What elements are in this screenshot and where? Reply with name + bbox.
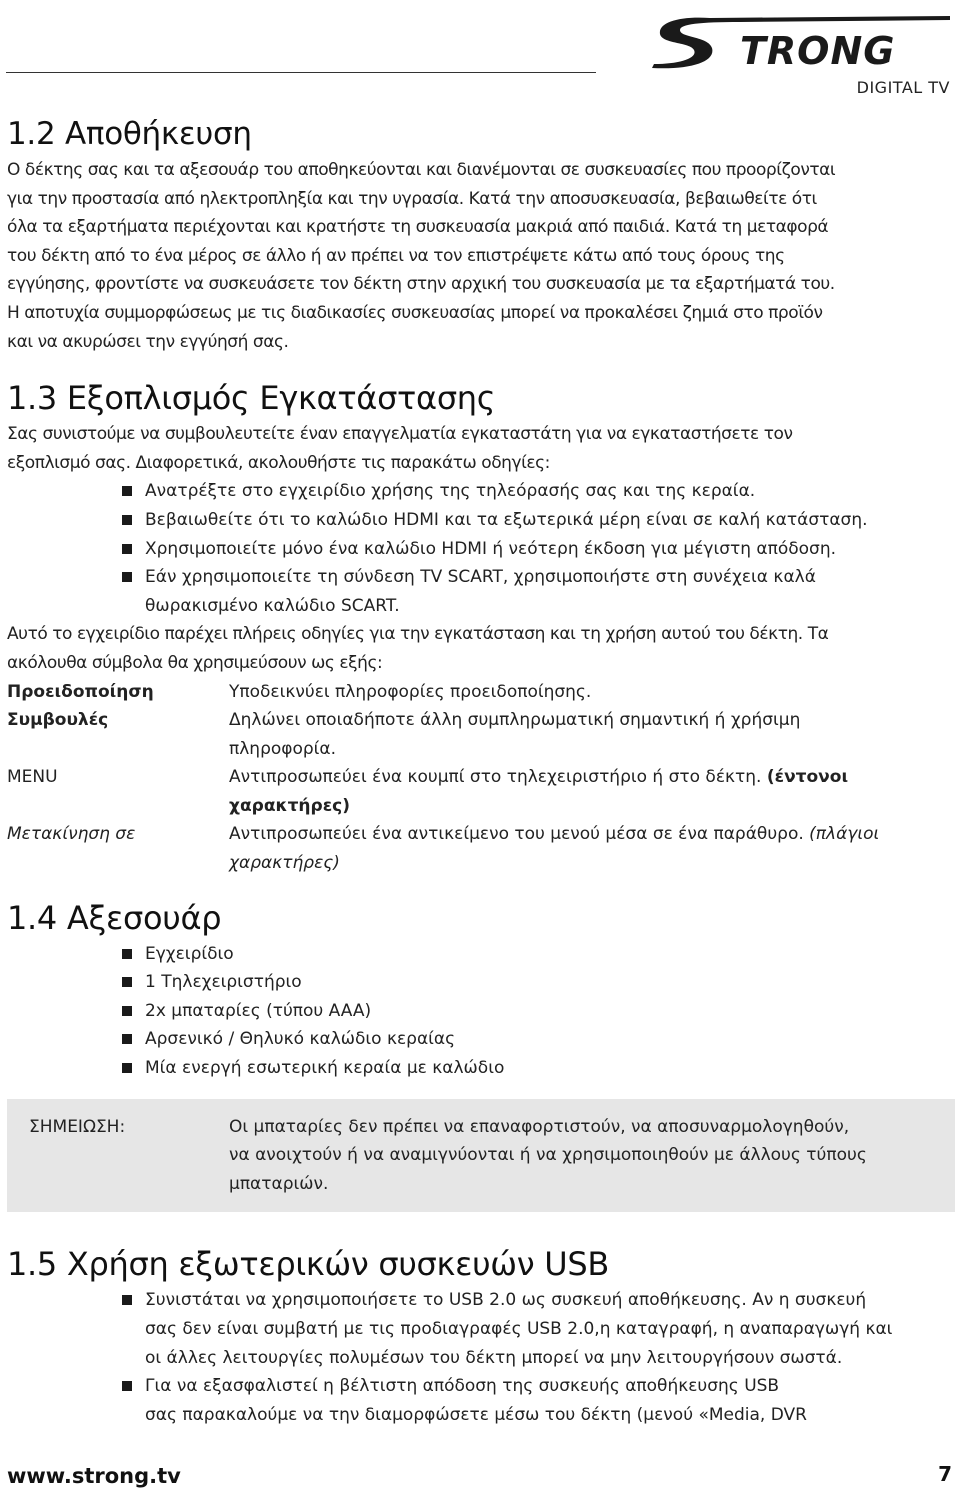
- storage-line: για την προστασία από ηλεκτροπληξία και την υγρασία. Κατά την αποσυσκευασία, βεβαιωθείτε ότι: [7, 188, 817, 209]
- list-item-line: Για να εξασφαλιστεί η βέλτιστη απόδοση της συσκευής αποθήκευσης USB: [145, 1376, 780, 1397]
- section-title-usb: 1.5 Χρήση εξωτερικών συσκευών USB: [7, 1245, 610, 1284]
- square-bullet-icon: [122, 1034, 132, 1044]
- symbol-term: Μετακίνηση σε: [7, 824, 136, 845]
- list-item-text: Χρησιμοποιείτε μόνο ένα καλώδιο HDMI ή νεότερη έκδοση για μέγιστη απόδοση.: [145, 538, 837, 559]
- symbol-desc: [229, 763, 952, 820]
- square-bullet-icon: [122, 486, 132, 496]
- square-bullet-icon: [122, 1006, 132, 1016]
- list-item: [145, 535, 952, 564]
- square-bullet-icon: [122, 1295, 132, 1305]
- note-label: ΣΗΜΕΙΩΣΗ:: [29, 1116, 126, 1137]
- square-bullet-icon: [122, 949, 132, 959]
- symbol-desc-line: [229, 820, 952, 849]
- tagline: DIGITAL TV: [856, 78, 950, 97]
- list-item: [145, 1025, 952, 1054]
- square-bullet-icon: [122, 572, 132, 582]
- section-title-installation: 1.3 Εξοπλισμός Εγκατάστασης: [7, 379, 496, 418]
- symbol-desc-line: Δηλώνει οποιαδήποτε άλλη συμπληρωματική σημαντική ή χρήσιμη: [229, 710, 801, 731]
- symbol-desc-italic: (πλάγιοι: [809, 824, 880, 845]
- svg-text:TRONG: TRONG: [740, 29, 896, 72]
- note-line: Οι μπαταρίες δεν πρέπει να επαναφορτιστούν, να αποσυναρμολογηθούν,: [229, 1116, 850, 1137]
- list-item-line: Συνιστάται να χρησιμοποιήσετε το USB 2.0 ως συσκευή αποθήκευσης. Αν η συσκευή: [145, 1290, 867, 1311]
- list-item-text: θωρακισμένο καλώδιο SCART.: [145, 595, 400, 616]
- list-item: [145, 506, 952, 535]
- storage-line: του δέκτη από το ένα μέρος σε άλλο ή αν πρέπει να τον επιστρέψετε κάτω από τους όρους της: [7, 245, 785, 266]
- storage-line: όλα τα εξαρτήματα περιέχονται και κρατήστε τη συσκευασία μακριά από παιδιά. Κατά τη μεταφορά: [7, 217, 829, 238]
- list-item-line: οι άλλες λειτουργίες πολυμέσων του δέκτη μπορεί να μην λειτουργήσουν σωστά.: [145, 1347, 843, 1368]
- list-item: [145, 1372, 952, 1429]
- symbol-desc-bold: χαρακτήρες): [229, 795, 351, 816]
- section-title-storage: 1.2 Αποθήκευση: [7, 116, 252, 152]
- note-box: [7, 1099, 955, 1213]
- storage-line: Η αποτυχία συμμορφώσεως με τις διαδικασίες συσκευασίας μπορεί να προκαλέσει ζημιά στο προϊόν: [7, 302, 823, 323]
- square-bullet-icon: [122, 1381, 132, 1391]
- square-bullet-icon: [122, 544, 132, 554]
- symbol-desc-line: [229, 763, 952, 792]
- list-item-text: 1 Τηλεχειριστήριο: [145, 972, 302, 993]
- square-bullet-icon: [122, 515, 132, 525]
- note-line: να ανοιχτούν ή να αναμιγνύονται ή να χρησιμοποιηθούν με άλλους τύπους: [229, 1145, 867, 1166]
- symbol-term: Συμβουλές: [7, 710, 109, 731]
- installation-list: [7, 477, 952, 620]
- symbol-desc-line: πληροφορία.: [229, 738, 337, 759]
- symbol-desc: [229, 820, 952, 877]
- list-item: [145, 940, 952, 969]
- list-item: [145, 997, 952, 1026]
- note-text: [229, 1113, 955, 1199]
- content: [7, 112, 952, 1429]
- symbol-term: MENU: [7, 767, 58, 788]
- note-line: μπαταριών.: [229, 1173, 329, 1194]
- list-item-text: 2x μπαταρίες (τύπου AAA): [145, 1000, 372, 1021]
- symbol-desc-italic: χαρακτήρες): [229, 853, 340, 874]
- list-item-text: Βεβαιωθείτε ότι το καλώδιο HDMI και τα εξωτερικά μέρη είναι σε καλή κατάσταση.: [145, 509, 868, 530]
- square-bullet-icon: [122, 977, 132, 987]
- list-item: [145, 968, 952, 997]
- list-item-continuation: [145, 592, 952, 621]
- symbol-row-menu: [7, 763, 952, 820]
- list-item-text: Εγχειρίδιο: [145, 943, 234, 964]
- symbol-desc-text: Αντιπροσωπεύει ένα κουμπί στο τηλεχειριστήριο ή στο δέκτη.: [229, 767, 762, 788]
- installation-intro-line: Σας συνιστούμε να συμβουλευτείτε έναν επαγγελματία εγκαταστάτη για να εγκαταστήσετε τον: [7, 424, 793, 445]
- list-item-line: σας παρακαλούμε να την διαμορφώσετε μέσω του δέκτη (μενού «Media, DVR: [145, 1404, 807, 1425]
- list-item-text: Ανατρέξτε στο εγχειρίδιο χρήσης της τηλεόρασής σας και της κεραία.: [145, 481, 756, 502]
- installation-outro-line: Αυτό το εγχειρίδιο παρέχει πλήρεις οδηγίες για την εγκατάσταση και τη χρήση αυτού του δέκτη. Τα: [7, 624, 829, 645]
- storage-line: Ο δέκτης σας και τα αξεσουάρ του αποθηκεύονται και διανέμονται σε συσκευασίες που προορίζονται: [7, 160, 836, 180]
- storage-line: εγγύησης, φροντίστε να συσκευάσετε τον δέκτη στην αρχική του συσκευασία με τα εξαρτήματά του.: [7, 274, 835, 295]
- symbol-row-move: [7, 820, 952, 877]
- symbol-desc-bold: (έντονοι: [766, 767, 849, 788]
- symbol-row-tips: [7, 706, 952, 763]
- strong-logo: [650, 12, 952, 72]
- symbol-desc-text: Αντιπροσωπεύει ένα αντικείμενο του μενού μέσα σε ένα παράθυρο.: [229, 824, 804, 845]
- symbol-desc: Υποδεικνύει πληροφορίες προειδοποίησης.: [229, 681, 592, 702]
- list-item: [145, 1286, 952, 1372]
- header-rule: [6, 72, 596, 73]
- list-item: [145, 1054, 952, 1083]
- list-item-text: Μία ενεργή εσωτερική κεραία με καλώδιο: [145, 1058, 505, 1079]
- symbols-table: [7, 678, 952, 878]
- list-item: [145, 563, 952, 592]
- symbol-row-warning: [7, 678, 952, 707]
- symbol-desc: [229, 706, 952, 763]
- section-title-accessories: 1.4 Αξεσουάρ: [7, 898, 222, 937]
- storage-line: και να ακυρώσει την εγγύησή σας.: [7, 331, 289, 352]
- usb-list: [7, 1286, 952, 1429]
- square-bullet-icon: [122, 1063, 132, 1073]
- list-item-line: σας δεν είναι συμβατή με τις προδιαγραφές USB 2.0,η καταγραφή, η αναπαραγωγή και: [145, 1319, 893, 1339]
- installation-intro-line: εξοπλισμό σας. Διαφορετικά, ακολουθήστε τις παρακάτω οδηγίες:: [7, 452, 550, 473]
- page-number: 7: [938, 1462, 952, 1486]
- symbol-term: Προειδοποίηση: [7, 681, 154, 702]
- list-item-text: Αρσενικό / Θηλυκό καλώδιο κεραίας: [145, 1029, 456, 1050]
- accessories-list: [7, 940, 952, 1083]
- list-item: [145, 477, 952, 506]
- installation-outro-line: ακόλουθα σύμβολα θα χρησιμεύσουν ως εξής:: [7, 652, 383, 673]
- footer-url[interactable]: www.strong.tv: [7, 1464, 181, 1488]
- list-item-text: Εάν χρησιμοποιείτε τη σύνδεση TV SCART, χρησιμοποιήστε στη συνέχεια καλά: [145, 567, 816, 588]
